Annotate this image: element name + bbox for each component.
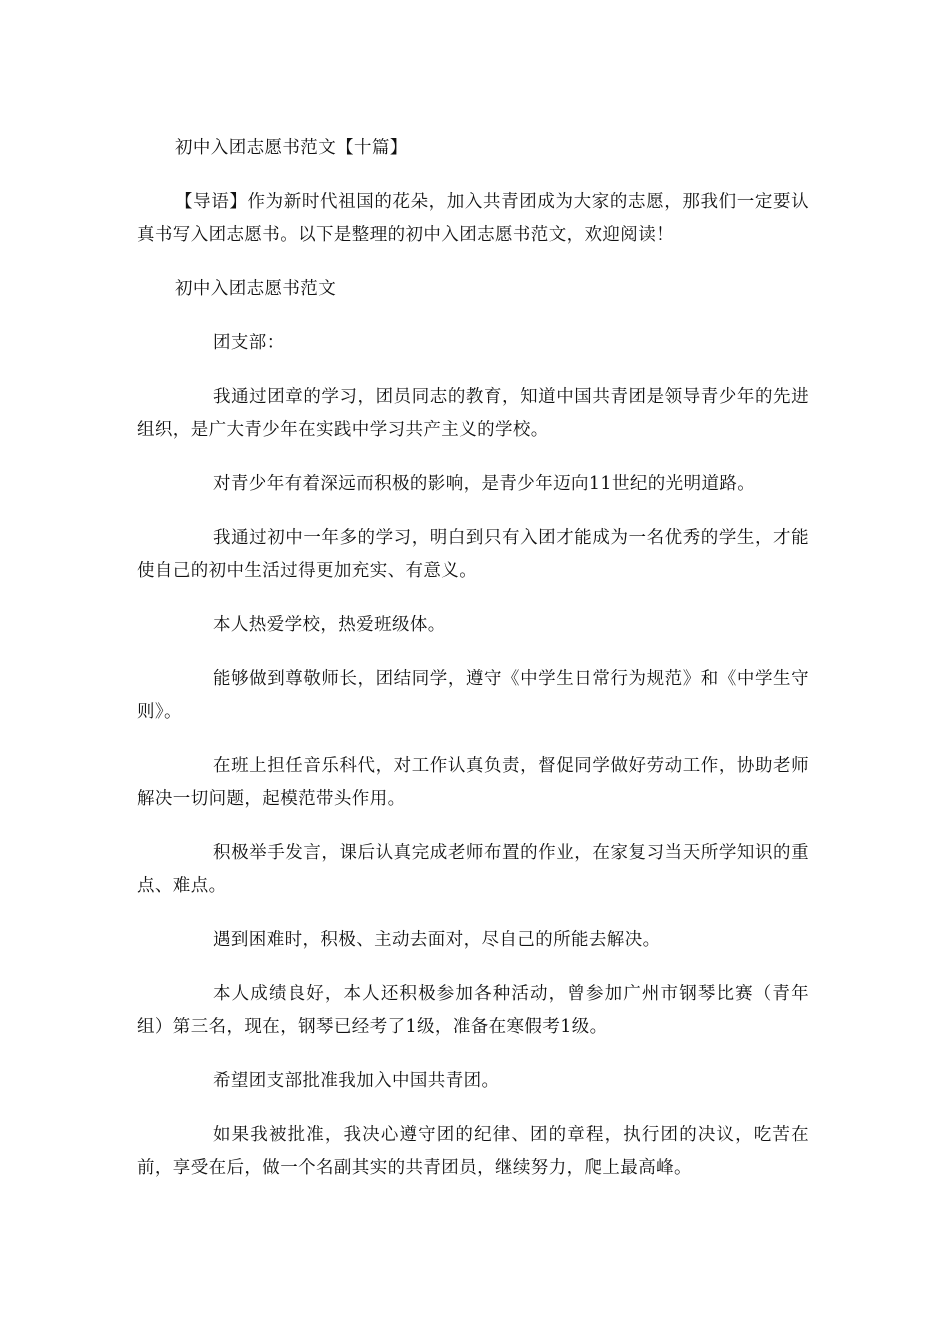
body-paragraph-8: 遇到困难时，积极、主动去面对，尽自己的所能去解决。 [213, 930, 661, 950]
body-paragraph-3: 我通过初中一年多的学习，明白到只有入团才能成为一名优秀的学生，才能使自己的初中生活过得更加充实、有意义。 [137, 528, 809, 581]
intro-paragraph: 【导语】作为新时代祖国的花朵，加入共青团成为大家的志愿，那我们一定要认真书写入团志愿书。以下是整理的初中入团志愿书范文，欢迎阅读！ [137, 192, 809, 245]
document-body [137, 132, 809, 1206]
body-paragraph-6: 在班上担任音乐科代，对工作认真负责，督促同学做好劳动工作，协助老师解决一切问题，起模范带头作用。 [137, 756, 809, 809]
body-paragraph-4: 本人热爱学校，热爱班级体。 [213, 615, 446, 635]
section-subtitle: 初中入团志愿书范文 [175, 279, 337, 299]
body-paragraph-9: 本人成绩良好，本人还积极参加各种活动，曾参加广州市钢琴比赛（青年组）第三名，现在，钢琴已经考了1级，准备在寒假考1级。 [137, 984, 809, 1037]
body-paragraph-10: 希望团支部批准我加入中国共青团。 [213, 1071, 500, 1091]
body-paragraph-1: 我通过团章的学习，团员同志的教育，知道中国共青团是领导青少年的先进组织，是广大青少年在实践中学习共产主义的学校。 [137, 387, 809, 440]
body-paragraph-7: 积极举手发言，课后认真完成老师布置的作业，在家复习当天所学知识的重点、难点。 [137, 843, 809, 896]
body-paragraph-11: 如果我被批准，我决心遵守团的纪律、团的章程，执行团的决议，吃苦在前，享受在后，做一个名副其实的共青团员，继续努力，爬上最高峰。 [137, 1125, 809, 1178]
salutation: 团支部： [213, 333, 285, 353]
document-title: 初中入团志愿书范文【十篇】 [175, 138, 408, 158]
body-paragraph-2: 对青少年有着深远而积极的影响，是青少年迈向11世纪的光明道路。 [213, 474, 756, 494]
body-paragraph-5: 能够做到尊敬师长，团结同学，遵守《中学生日常行为规范》和《中学生守则》。 [137, 669, 809, 722]
